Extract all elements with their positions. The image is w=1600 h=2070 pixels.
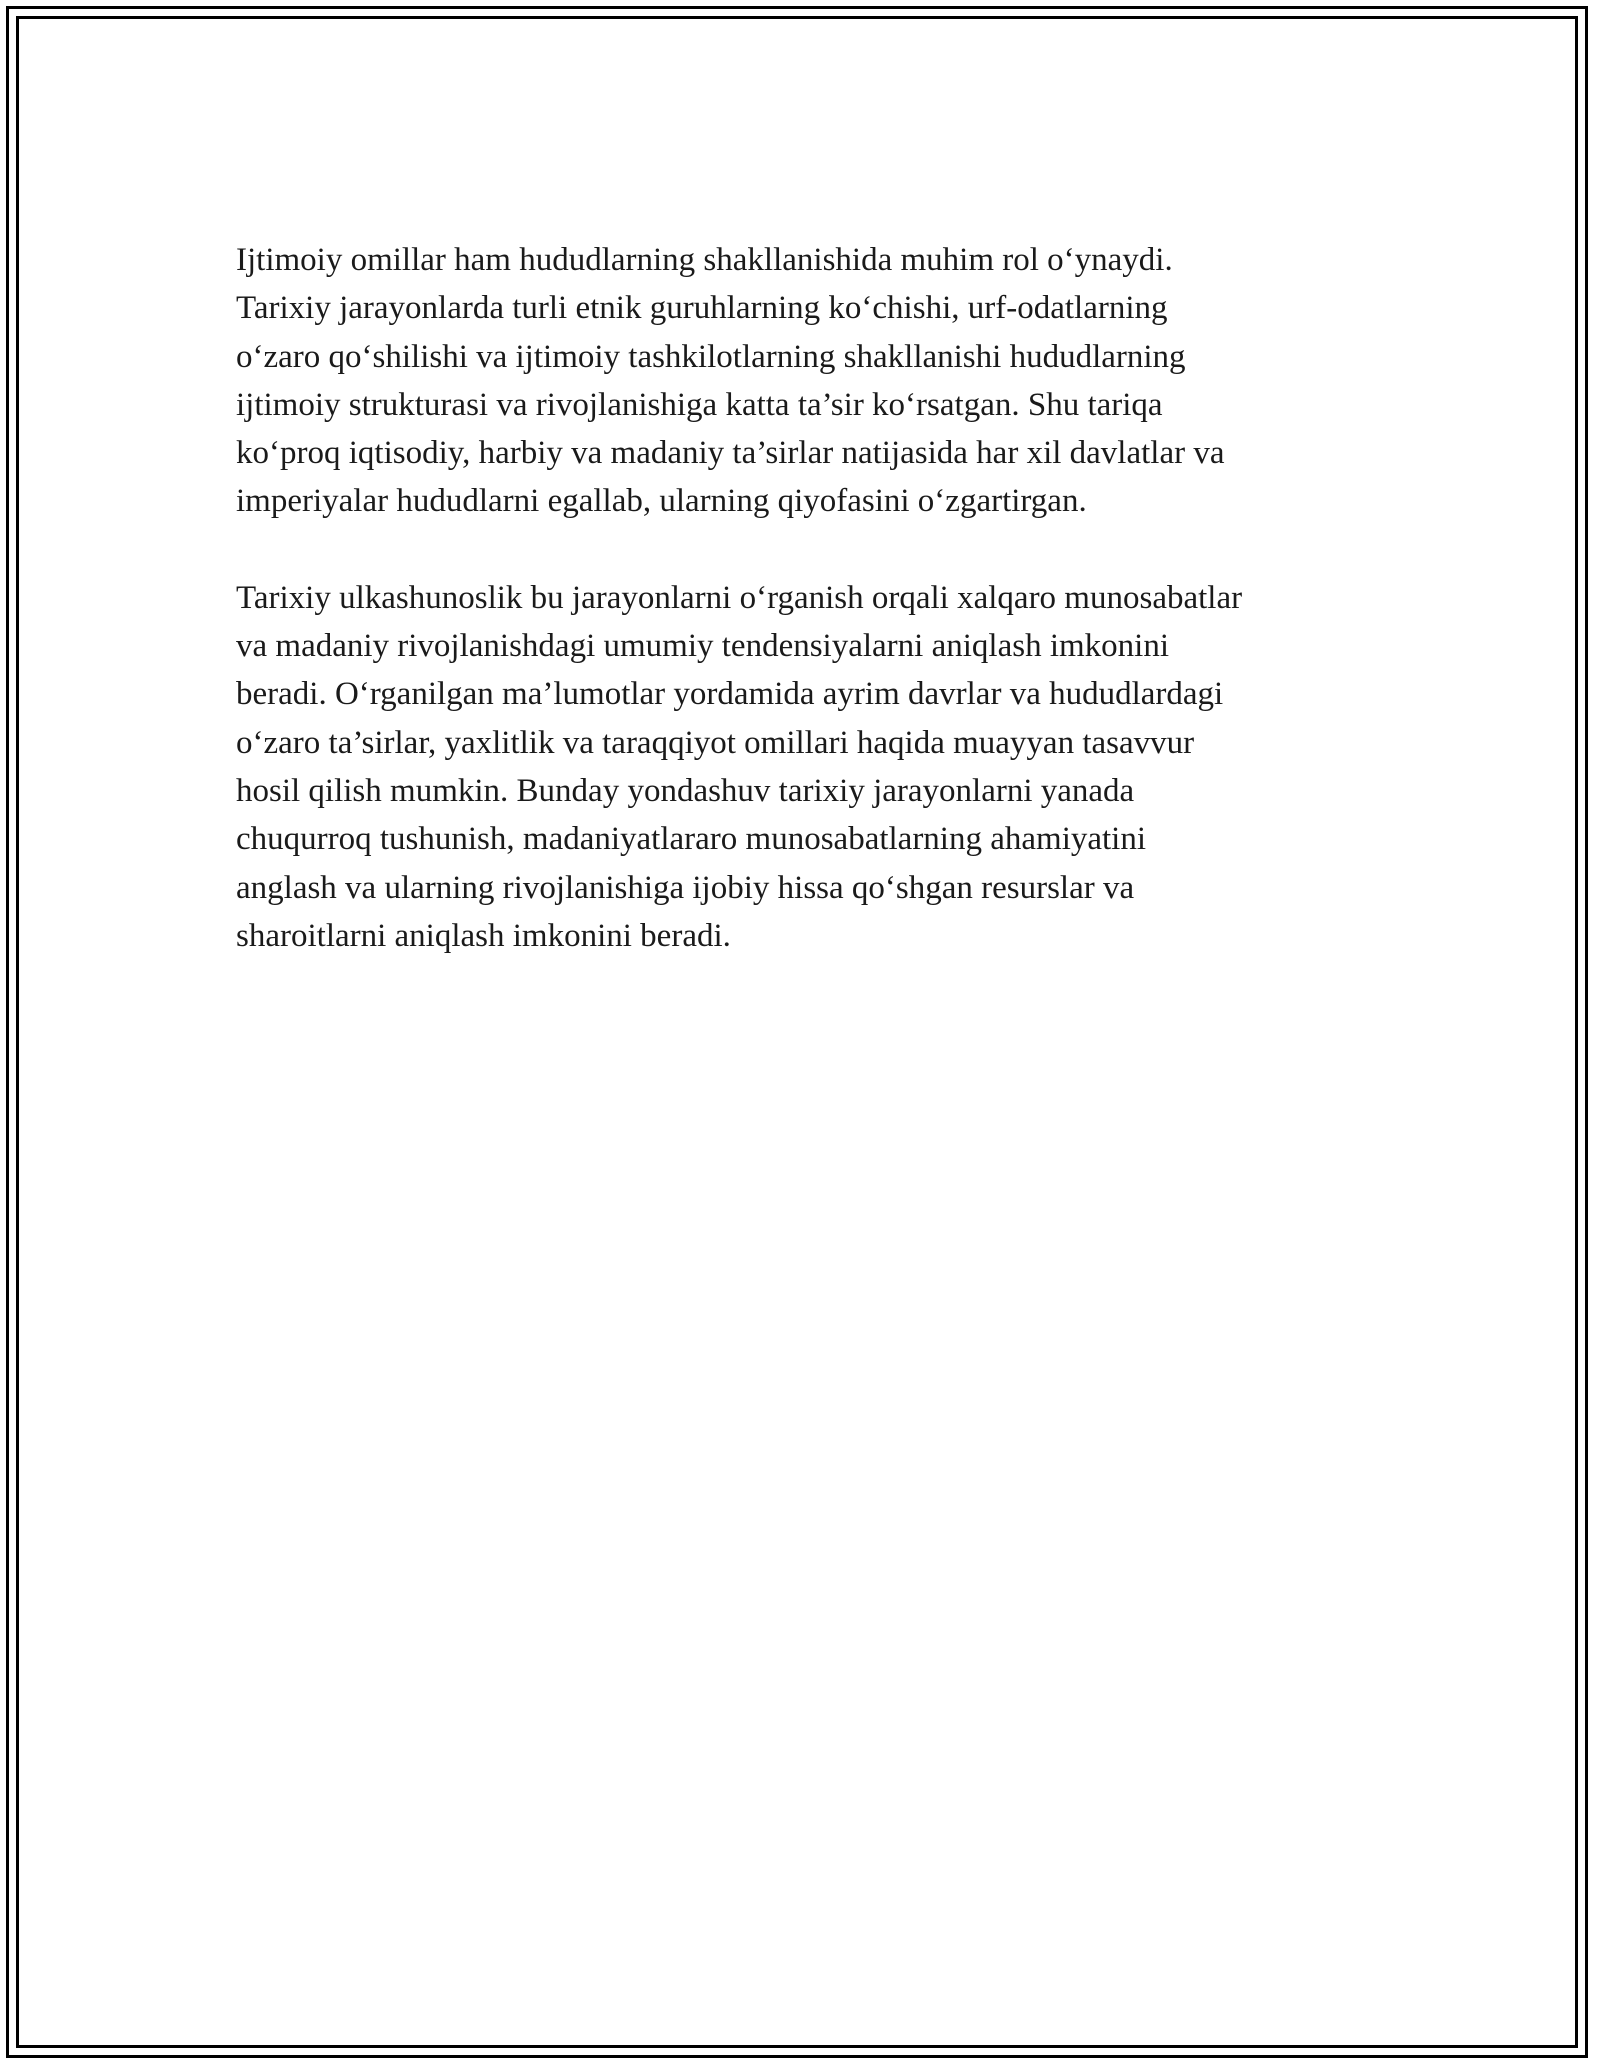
text-line: beradi. O‘rganilgan ma’lumotlar yordamida ayrim davrlar va hududlardagi <box>236 676 1224 713</box>
text-line: ijtimoiy strukturasi va rivojlanishiga katta ta’sir ko‘rsatgan. Shu tariqa <box>236 386 1163 423</box>
text-line: o‘zaro ta’sirlar, yaxlitlik va taraqqiyot omillari haqida muayyan tasavvur <box>236 724 1195 761</box>
text-line: Tarixiy ulkashunoslik bu jarayonlarni o‘rganish orqali xalqaro munosabatlar <box>236 579 1243 616</box>
text-line: anglash va ularning rivojlanishiga ijobiy hissa qo‘shgan resurslar va <box>236 869 1135 906</box>
text-line: ko‘proq iqtisodiy, harbiy va madaniy ta’sirlar natijasida har xil davlatlar va <box>236 435 1225 472</box>
text-line: imperiyalar hududlarni egallab, ularning qiyofasini o‘zgartirgan. <box>236 483 1087 520</box>
text-line: o‘zaro qo‘shilishi va ijtimoiy tashkilotlarning shakllanishi hududlarning <box>236 338 1186 375</box>
text-line: chuqurroq tushunish, madaniyatlararo munosabatlarning ahamiyatini <box>236 821 1147 858</box>
text-line: Ijtimoiy omillar ham hududlarning shakllanishida muhim rol o‘ynaydi. <box>236 242 1173 278</box>
text-line: sharoitlarni aniqlash imkonini beradi. <box>236 917 731 954</box>
paragraph-historical-regional-studies <box>236 574 1366 960</box>
text-line: va madaniy rivojlanishdagi umumiy tendensiyalarni aniqlash imkonini <box>236 628 1169 665</box>
document-body <box>236 236 1366 960</box>
paragraph-social-factors <box>236 236 1366 526</box>
text-line: Tarixiy jarayonlarda turli etnik guruhlarning ko‘chishi, urf-odatlarning <box>236 290 1168 327</box>
text-line: hosil qilish mumkin. Bunday yondashuv tarixiy jarayonlarni yanada <box>236 772 1135 809</box>
